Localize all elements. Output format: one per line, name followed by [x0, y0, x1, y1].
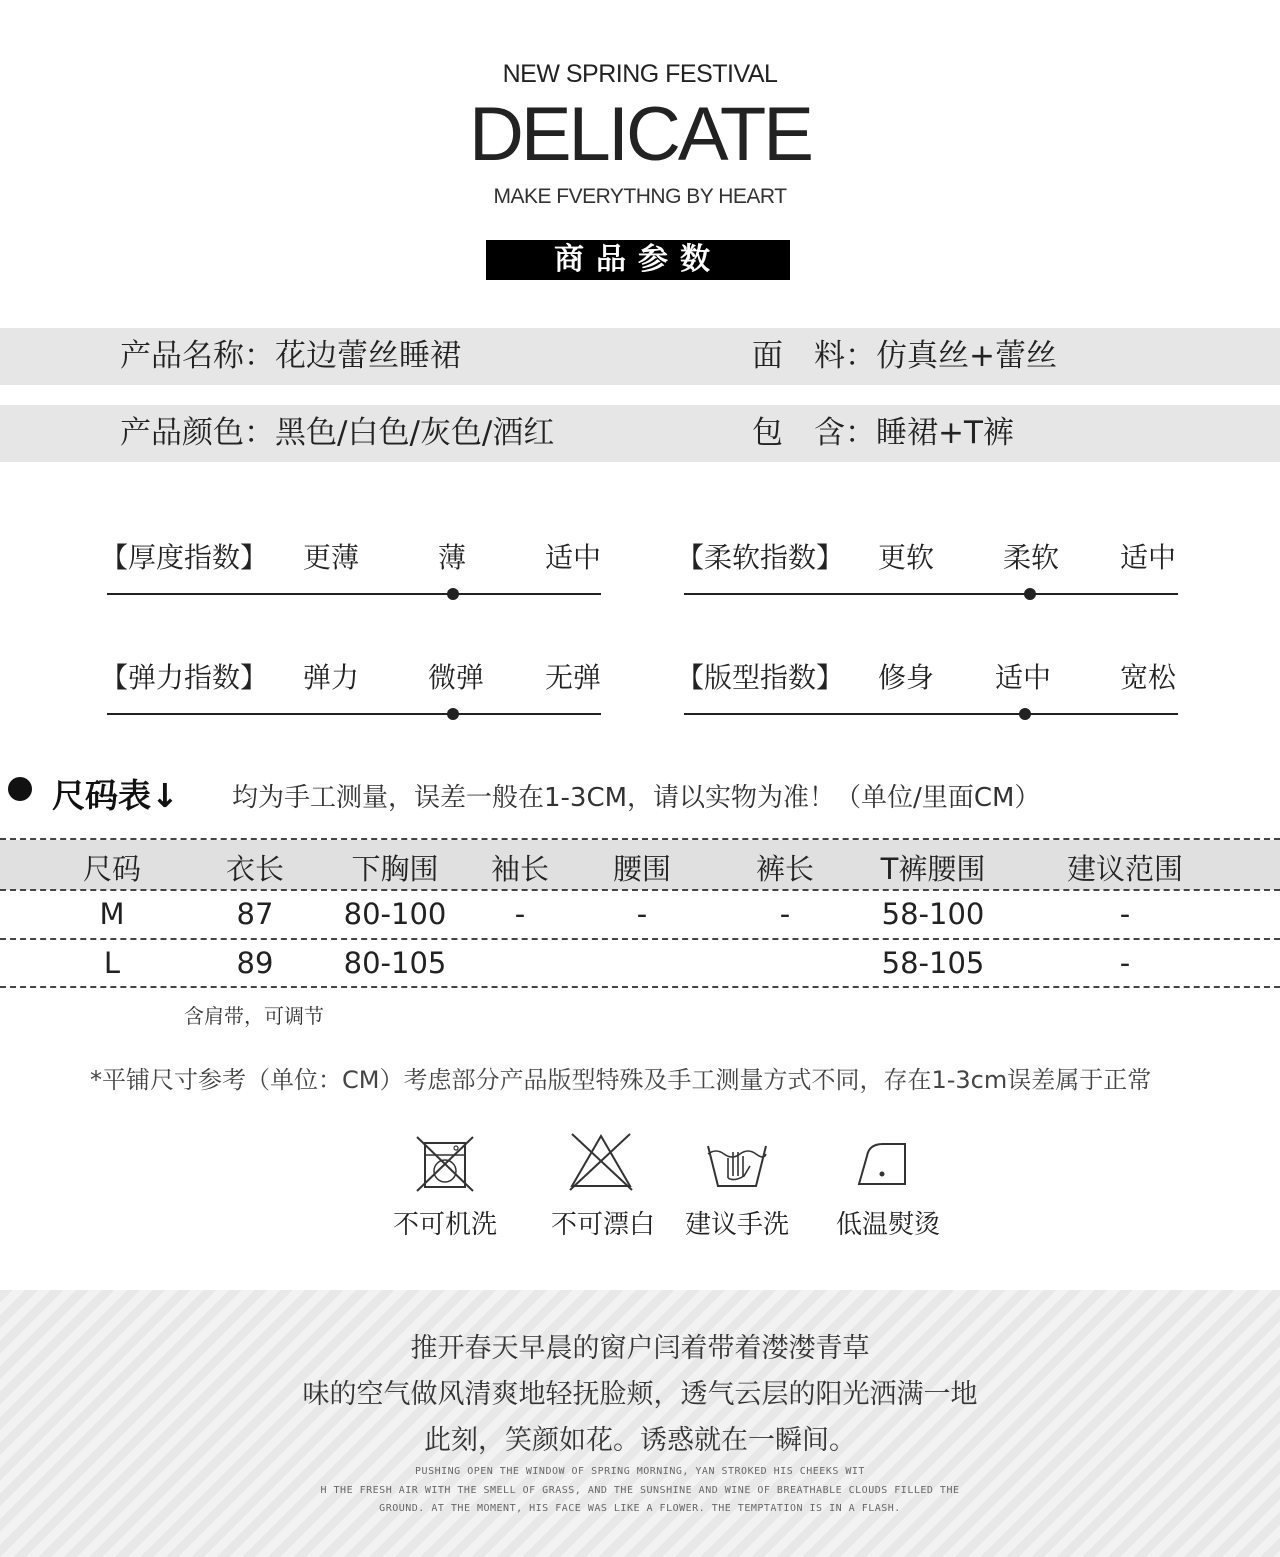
product-name: 产品名称：花边蕾丝睡裙 [120, 338, 461, 374]
header-tagline: MAKE FVERYTHNG BY HEART [493, 185, 787, 208]
table-header-cell: 下胸围 [351, 852, 439, 886]
index-option: 薄 [438, 541, 467, 574]
header-subtitle: NEW SPRING FESTIVAL [502, 60, 778, 88]
index-option: 修身 [878, 661, 935, 694]
flat-measure-note: *平铺尺寸参考（单位：CM）考虑部分产品版型特殊及手工测量方式不同，存在1-3cm误差属于正常 [90, 1066, 1152, 1094]
divider [0, 838, 1280, 840]
english-line: PUSHING OPEN THE WINDOW OF SPRING MORNING, YAN STROKED HIS CHEEKS WIT [415, 1466, 865, 1477]
hand-wash-icon [704, 1132, 770, 1190]
poem-line: 味的空气做风清爽地轻抚脸颊，透气云层的阳光洒满一地 [302, 1379, 978, 1410]
table-cell: L [103, 946, 121, 980]
poem-line: 此刻，笑颜如花。诱惑就在一瞬间。 [424, 1425, 856, 1456]
index-title: 【版型指数】 [676, 661, 845, 694]
index-option: 弹力 [303, 661, 360, 694]
index-title: 【弹力指数】 [100, 661, 269, 694]
divider [0, 889, 1280, 891]
size-chart-note: 均为手工测量，误差一般在1-3CM，请以实物为准！（单位/里面CM） [232, 783, 1041, 813]
index-scale-line [684, 593, 1178, 595]
table-header-cell: 裤长 [755, 852, 814, 886]
index-option: 柔软 [1003, 541, 1060, 574]
table-cell: 58-100 [881, 897, 985, 931]
index-option: 微弹 [428, 661, 485, 694]
no-machine-wash-icon [415, 1135, 475, 1193]
care-label-no-bleach: 不可漂白 [550, 1210, 655, 1240]
english-line: H THE FRESH AIR WITH THE SMELL OF GRASS, AND THE SUNSHINE AND WINE OF BREATHABLE CLOUDS FILLED THE [320, 1485, 960, 1496]
table-header-cell: 衣长 [225, 852, 284, 886]
table-cell: - [1119, 897, 1131, 931]
table-cell: 87 [236, 897, 274, 931]
index-option: 更薄 [303, 541, 360, 574]
table-cell: 89 [236, 946, 274, 980]
table-header-cell: 建议范围 [1066, 852, 1183, 886]
size-table-footnote: 含肩带，可调节 [184, 1004, 324, 1028]
header-title: DELICATE [468, 92, 811, 177]
table-cell: - [1119, 946, 1131, 980]
index-option: 适中 [1120, 541, 1177, 574]
table-header-cell: 腰围 [612, 852, 671, 886]
bullet-icon [8, 777, 32, 801]
index-title: 【柔软指数】 [676, 541, 845, 574]
index-option: 适中 [995, 661, 1052, 694]
info-row-2 [0, 405, 1280, 462]
table-cell: - [779, 897, 791, 931]
index-scale-line [107, 713, 601, 715]
index-marker [447, 588, 459, 600]
table-cell: - [514, 897, 526, 931]
index-title: 【厚度指数】 [100, 541, 269, 574]
no-bleach-icon [566, 1130, 636, 1192]
low-iron-icon [855, 1138, 910, 1188]
english-line: GROUND. AT THE MOMENT, HIS FACE WAS LIKE A FLOWER. THE TEMPTATION IS IN A FLASH. [379, 1503, 901, 1514]
divider [0, 938, 1280, 940]
index-option: 适中 [545, 541, 602, 574]
care-label-low-iron: 低温熨烫 [835, 1210, 940, 1240]
table-cell: - [636, 897, 648, 931]
divider [0, 986, 1280, 988]
product-includes: 包 含：睡裙+T裤 [752, 415, 1014, 451]
product-fabric: 面 料：仿真丝+蕾丝 [752, 338, 1057, 374]
care-label-hand-wash: 建议手洗 [684, 1210, 789, 1240]
info-row-1 [0, 328, 1280, 385]
index-scale-line [107, 593, 601, 595]
footer-poem-block [0, 1290, 1280, 1557]
table-header-cell: T裤腰围 [880, 852, 986, 886]
index-scale-line [684, 713, 1178, 715]
table-header-cell: 尺码 [82, 852, 141, 886]
product-params-banner: 商品参数 [486, 240, 790, 280]
table-cell: 58-105 [881, 946, 985, 980]
index-option: 宽松 [1120, 661, 1177, 694]
index-marker [1024, 588, 1036, 600]
index-marker [447, 708, 459, 720]
index-option: 无弹 [545, 661, 602, 694]
table-cell: 80-105 [343, 946, 447, 980]
table-header-cell: 袖长 [490, 852, 549, 886]
poem-line: 推开春天早晨的窗户闫着带着漤漤青草 [410, 1333, 870, 1364]
index-option: 更软 [878, 541, 935, 574]
product-colors: 产品颜色：黑色/白色/灰色/酒红 [120, 415, 555, 451]
table-cell: 80-100 [343, 897, 447, 931]
index-marker [1019, 708, 1031, 720]
care-label-no-machine-wash: 不可机洗 [392, 1210, 497, 1240]
table-cell: M [99, 897, 125, 931]
size-chart-title: 尺码表↓ [52, 776, 179, 815]
